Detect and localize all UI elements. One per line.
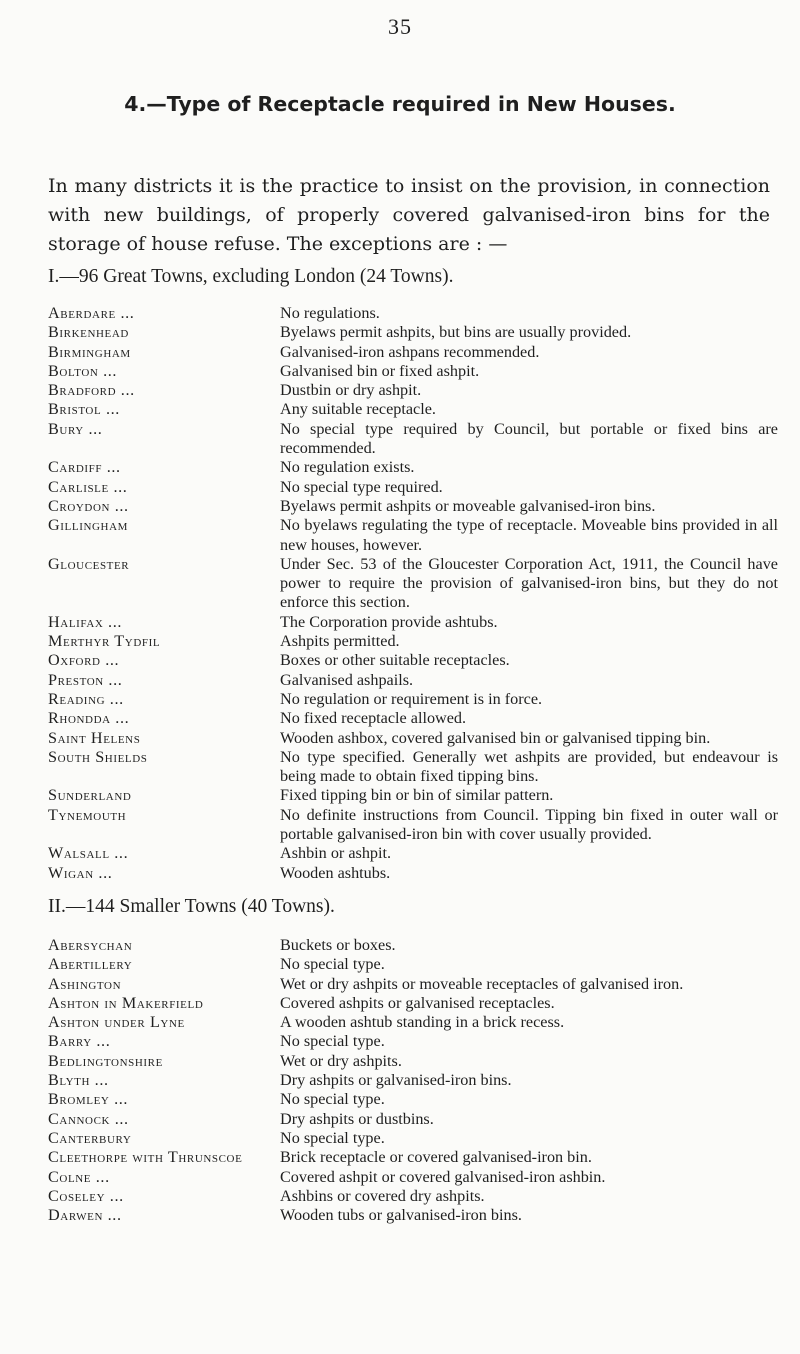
town-description: No regulations. bbox=[280, 304, 380, 322]
town-name: Abersychan bbox=[48, 936, 133, 954]
town-name: Cardiff ... bbox=[48, 458, 121, 477]
list-item bbox=[48, 516, 778, 555]
list-item bbox=[48, 844, 778, 863]
town-description: Under Sec. 53 of the Gloucester Corporation Act, 1911, the Council have power to require the provision of galvanised-iron bins, but they do not enforce this section. bbox=[280, 554, 778, 612]
town-name: Reading ... bbox=[48, 689, 124, 708]
town-name: Sunderland bbox=[48, 786, 132, 805]
town-name: Bradford ... bbox=[48, 381, 135, 400]
town-description: Boxes or other suitable receptacles. bbox=[280, 651, 510, 670]
town-description: Galvanised bin or fixed ashpit. bbox=[280, 361, 480, 380]
town-description: Buckets or boxes. bbox=[280, 936, 396, 954]
town-name: Gloucester bbox=[48, 554, 130, 573]
list-item bbox=[48, 709, 778, 728]
town-description: Byelaws permit ashpits, but bins are usually provided. bbox=[280, 323, 632, 342]
list-item bbox=[48, 323, 778, 342]
town-description: No regulation or requirement is in force. bbox=[280, 689, 543, 708]
town-description: No byelaws regulating the type of receptacle. Moveable bins provided in all new houses, however. bbox=[280, 516, 778, 554]
town-name: Carlisle ... bbox=[48, 477, 128, 496]
page-heading: 4.—Type of Receptacle required in New Houses. bbox=[124, 92, 676, 116]
town-name: Croydon ... bbox=[48, 496, 129, 515]
town-description: No special type. bbox=[280, 955, 385, 974]
town-description: No type specified. Generally wet ashpits are provided, but endeavour is being made to obtain fixed tipping bins. bbox=[280, 747, 778, 786]
town-name: Blyth ... bbox=[48, 1071, 109, 1090]
town-description: Galvanised-iron ashpans recommended. bbox=[280, 342, 540, 361]
town-name: Barry ... bbox=[48, 1032, 111, 1051]
list-item bbox=[48, 613, 778, 632]
town-name: Ashton in Makerfield bbox=[48, 993, 204, 1012]
list-item bbox=[48, 362, 778, 381]
town-description: No special type required by Council, but portable or fixed bins are recommended. bbox=[280, 419, 778, 458]
list-item bbox=[48, 555, 778, 613]
town-description: Fixed tipping bin or bin of similar pattern. bbox=[280, 786, 554, 805]
town-description: Dry ashpits or dustbins. bbox=[280, 1109, 434, 1128]
town-name: Halifax ... bbox=[48, 612, 122, 631]
list-item bbox=[48, 1052, 778, 1071]
list-item bbox=[48, 632, 778, 651]
town-name: Darwen ... bbox=[48, 1206, 122, 1225]
town-name: Merthyr Tydfil bbox=[48, 632, 161, 651]
town-name: Ashington bbox=[48, 974, 122, 993]
town-name: Birmingham bbox=[48, 342, 131, 361]
town-description: A wooden ashtub standing in a brick recess. bbox=[280, 1013, 565, 1032]
list-item bbox=[48, 994, 778, 1013]
town-description: Ashpits permitted. bbox=[280, 632, 400, 651]
town-description: Wet or dry ashpits. bbox=[280, 1051, 402, 1070]
town-name: Bolton ... bbox=[48, 361, 118, 380]
town-name: Birkenhead bbox=[48, 323, 129, 342]
town-description: Covered ashpit or covered galvanised-iron ashbin. bbox=[280, 1167, 606, 1186]
list-item bbox=[48, 1090, 778, 1109]
town-description: Galvanised ashpails. bbox=[280, 670, 414, 689]
list-item bbox=[48, 1032, 778, 1051]
list-item bbox=[48, 304, 778, 323]
town-description: Wooden tubs or galvanised-iron bins. bbox=[280, 1206, 522, 1225]
town-description: Byelaws permit ashpits or moveable galvanised-iron bins. bbox=[280, 496, 656, 515]
town-name: Saint Helens bbox=[48, 728, 141, 747]
list-item bbox=[48, 651, 778, 670]
section-title-great-towns: I.—96 Great Towns, excluding London (24 Towns). bbox=[48, 266, 454, 287]
intro-paragraph: In many districts it is the practice to insist on the provision, in connection with new buildings, of properly covered galvanised-iron bins for the storage of house refuse. The exceptions are : — bbox=[48, 175, 770, 255]
town-name: South Shields bbox=[48, 747, 148, 766]
list-item bbox=[48, 955, 778, 974]
list-item bbox=[48, 1071, 778, 1090]
town-description: Dry ashpits or galvanised-iron bins. bbox=[280, 1071, 512, 1090]
list-item bbox=[48, 1206, 778, 1225]
list-item bbox=[48, 400, 778, 419]
list-item bbox=[48, 1013, 778, 1032]
list-item bbox=[48, 748, 778, 787]
town-description: Dustbin or dry ashpit. bbox=[280, 381, 422, 400]
list-item bbox=[48, 786, 778, 805]
town-description: No special type. bbox=[280, 1032, 385, 1051]
town-name: Walsall ... bbox=[48, 844, 129, 863]
town-name: Oxford ... bbox=[48, 651, 120, 670]
town-name: Gillingham bbox=[48, 516, 129, 535]
town-name: Aberdare ... bbox=[48, 304, 135, 322]
list-item bbox=[48, 936, 778, 955]
great-towns-list bbox=[48, 304, 778, 883]
smaller-towns-list bbox=[48, 936, 778, 1225]
town-name: Bromley ... bbox=[48, 1090, 129, 1109]
list-item bbox=[48, 975, 778, 994]
town-description: Ashbin or ashpit. bbox=[280, 844, 392, 863]
town-name: Bury ... bbox=[48, 419, 103, 438]
town-name: Preston ... bbox=[48, 670, 123, 689]
town-description: No fixed receptacle allowed. bbox=[280, 709, 467, 728]
town-description: The Corporation provide ashtubs. bbox=[280, 612, 498, 631]
town-description: Wet or dry ashpits or moveable receptacles of galvanised iron. bbox=[280, 974, 684, 993]
list-item bbox=[48, 458, 778, 477]
list-item bbox=[48, 1187, 778, 1206]
town-name: Coseley ... bbox=[48, 1186, 124, 1205]
town-description: No special type. bbox=[280, 1128, 385, 1147]
town-description: Brick receptacle or covered galvanised-iron bin. bbox=[280, 1148, 592, 1167]
list-item bbox=[48, 806, 778, 845]
list-item bbox=[48, 497, 778, 516]
town-description: Wooden ashbox, covered galvanised bin or galvanised tipping bin. bbox=[280, 728, 711, 747]
list-item bbox=[48, 478, 778, 497]
town-description: No definite instructions from Council. Tipping bin fixed in outer wall or portable galvanised-iron bin with cover usually provided. bbox=[280, 805, 778, 844]
list-item bbox=[48, 690, 778, 709]
town-description: Ashbins or covered dry ashpits. bbox=[280, 1186, 485, 1205]
town-name: Wigan ... bbox=[48, 863, 113, 882]
list-item bbox=[48, 671, 778, 690]
section-title-smaller-towns: II.—144 Smaller Towns (40 Towns). bbox=[48, 896, 335, 917]
list-item bbox=[48, 864, 778, 883]
town-description: No special type. bbox=[280, 1090, 385, 1109]
list-item bbox=[48, 1129, 778, 1148]
page-number: 35 bbox=[388, 14, 412, 39]
town-name: Cannock ... bbox=[48, 1109, 129, 1128]
town-name: Bristol ... bbox=[48, 400, 120, 419]
town-name: Bedlingtonshire bbox=[48, 1051, 163, 1070]
list-item bbox=[48, 1110, 778, 1129]
town-name: Canterbury bbox=[48, 1128, 132, 1147]
town-name: Tynemouth bbox=[48, 805, 127, 824]
list-item bbox=[48, 420, 778, 459]
town-name: Abertillery bbox=[48, 955, 133, 974]
town-name: Cleethorpe with Thrunscoe bbox=[48, 1148, 243, 1167]
town-name: Colne ... bbox=[48, 1167, 110, 1186]
list-item bbox=[48, 381, 778, 400]
town-description: Any suitable receptacle. bbox=[280, 400, 436, 419]
town-name: Rhondda ... bbox=[48, 709, 130, 728]
list-item bbox=[48, 1148, 778, 1167]
town-name: Ashton under Lyne bbox=[48, 1013, 185, 1032]
list-item bbox=[48, 343, 778, 362]
town-description: Wooden ashtubs. bbox=[280, 863, 391, 882]
town-description: No regulation exists. bbox=[280, 458, 415, 477]
list-item bbox=[48, 729, 778, 748]
town-description: Covered ashpits or galvanised receptacles. bbox=[280, 993, 555, 1012]
list-item bbox=[48, 1168, 778, 1187]
town-description: No special type required. bbox=[280, 477, 443, 496]
